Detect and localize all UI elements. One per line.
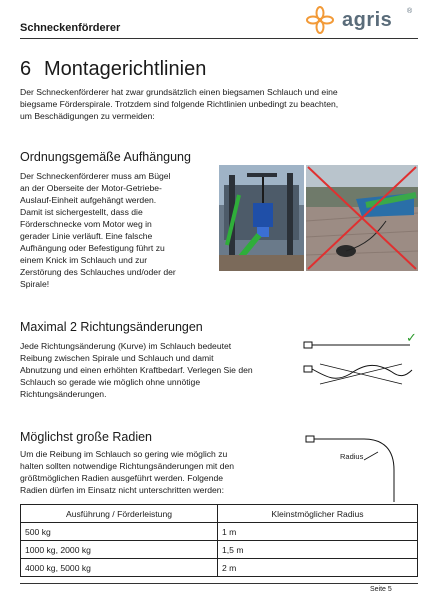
text-line: größtmöglichen Radien ausgeführt werden. Folgende [20, 473, 224, 483]
section-heading-suspension: Ordnungsgemäße Aufhängung [20, 150, 191, 164]
text-line: Abnutzung und einen erhöhten Kraftbedarf. Verlegen Sie den [20, 365, 253, 375]
footer-rule [20, 583, 418, 584]
outlet-box-top [304, 342, 312, 348]
logo-registered-mark: ® [407, 8, 413, 15]
intro-line: um Beschädigungen zu vermeiden: [20, 111, 155, 121]
text-line: Schlauch so gerade wie möglich ohne unnötige [20, 377, 201, 387]
wavy-hose-line [312, 365, 412, 378]
table-cell: 4000 kg, 5000 kg [21, 559, 218, 577]
table-cell: 1,5 m [218, 541, 418, 559]
text-line: Förderschnecke vom Motor weg in [20, 219, 152, 229]
radius-diagram [302, 430, 414, 504]
table-row [21, 523, 418, 541]
table-header-cell: Ausführung / Förderleistung [21, 505, 218, 523]
outlet-box [306, 436, 314, 442]
table-cell: 2 m [218, 559, 418, 577]
intro-line: Der Schneckenförderer hat zwar grundsätzlich einen biegsamen Schlauch und eine [20, 87, 338, 97]
chapter-heading [20, 58, 206, 81]
photo-correct-suspension [219, 165, 304, 271]
bent-hose-line [314, 439, 394, 502]
text-line: an der Oberseite der Motor-Getriebe- [20, 183, 162, 193]
table-cell: 1 m [218, 523, 418, 541]
cross-out-mark [320, 364, 402, 384]
table-cell: 500 kg [21, 523, 218, 541]
table-cell: 1000 kg, 2000 kg [21, 541, 218, 559]
flower-icon [307, 7, 333, 33]
table-row [21, 559, 418, 577]
radius-label: Radius [340, 452, 364, 461]
text-line: Radien dürfen im Einsatz nicht unterschritten werden: [20, 485, 224, 495]
section-heading-direction-changes: Maximal 2 Richtungsänderungen [20, 320, 203, 334]
direction-change-diagram [300, 336, 418, 396]
table-row [21, 541, 418, 559]
text-line: Spirale! [20, 279, 50, 289]
section-paragraph-radii [20, 448, 310, 496]
text-line: Auslauf-Einheit aufgehängt werden. [20, 195, 157, 205]
text-line: Zerstörung des Schlauches und/oder der [20, 267, 176, 277]
section-paragraph-direction-changes [20, 340, 310, 400]
intro-line: biegsame Förderspirale. Trotzdem sind folgende Richtlinien unbedingt zu beachten, [20, 99, 339, 109]
text-line: Jede Richtungsänderung (Kurve) im Schlauch bedeutet [20, 341, 232, 351]
radius-pointer [364, 452, 378, 460]
text-line: Reibung zwischen Spirale und Schlauch und damit [20, 353, 214, 363]
section-paragraph-suspension [20, 170, 216, 290]
text-line: gerader Linie verläuft. Eine falsche [20, 231, 153, 241]
text-line: halten sollten notwendige Richtungsänderungen mit den [20, 461, 235, 471]
table-header-cell: Kleinstmöglicher Radius [218, 505, 418, 523]
section-heading-radii: Möglichst große Radien [20, 430, 153, 444]
intro-paragraph [20, 86, 420, 122]
outlet-box-bottom [304, 366, 312, 372]
logo-text: agris [342, 9, 393, 31]
text-line: einem Knick im Schlauch und zur [20, 255, 148, 265]
text-line: Richtungsänderungen. [20, 389, 107, 399]
text-line: Damit ist sichergestellt, dass die [20, 207, 143, 217]
page-number: Seite 5 [370, 586, 392, 593]
text-line: Um die Reibung im Schlauch so gering wie möglich zu [20, 449, 228, 459]
check-mark-icon: ✓ [406, 330, 417, 345]
chapter-title: Montagerichtlinien [44, 58, 207, 80]
photo-incorrect-suspension [306, 165, 418, 271]
radius-table [20, 504, 418, 577]
document-header-title: Schneckenförderer [20, 22, 121, 34]
text-line: Aufhängung oder Befestigung führt zu [20, 243, 165, 253]
header-rule [20, 38, 418, 39]
text-line: Der Schneckenförderer muss am Bügel [20, 171, 171, 181]
chapter-number: 6 [20, 58, 32, 80]
table-header-row [21, 505, 418, 523]
